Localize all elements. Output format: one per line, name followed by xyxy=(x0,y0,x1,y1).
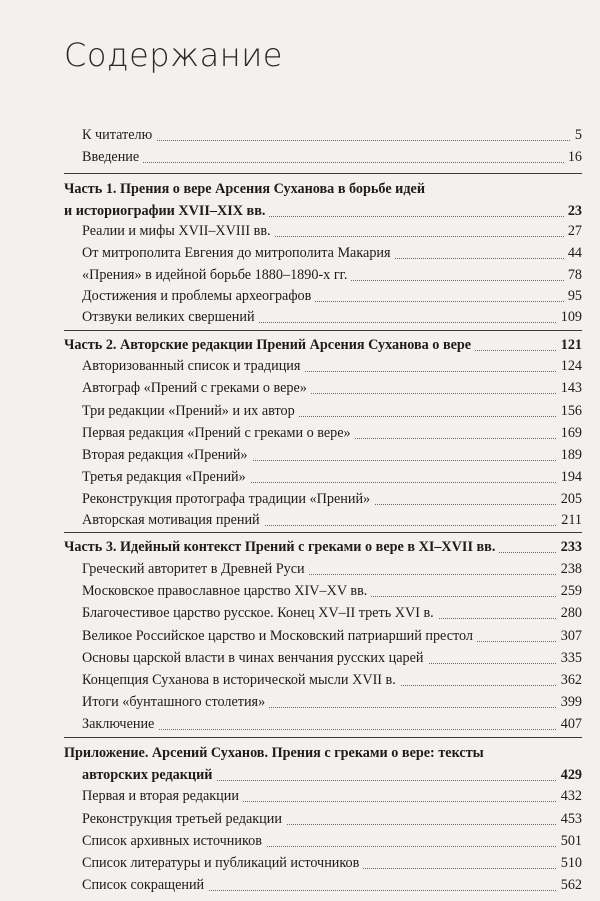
toc-entry[interactable] xyxy=(82,713,582,735)
toc-entry-page: 501 xyxy=(557,830,582,852)
toc-entry-label: Заключение xyxy=(82,713,158,735)
toc-entry-page: 143 xyxy=(557,377,582,399)
toc-entry-page: 189 xyxy=(557,444,582,466)
toc-entry-label: Благочестивое царство русское. Конец XV–II треть XVI в. xyxy=(82,602,438,624)
toc-entry-page: 280 xyxy=(557,602,582,624)
toc-entry-label: Авторизованный список и традиция xyxy=(82,355,304,377)
toc-entry-page: 121 xyxy=(557,334,582,356)
section-divider xyxy=(64,532,582,533)
toc-entry-page: 27 xyxy=(564,220,582,242)
toc-entry[interactable] xyxy=(82,830,582,852)
toc-entry-page: 23 xyxy=(564,200,582,222)
toc-entry[interactable] xyxy=(82,691,582,713)
toc-entry[interactable] xyxy=(82,146,582,168)
toc-entry-page: 335 xyxy=(557,647,582,669)
section-divider xyxy=(64,737,582,738)
toc-entry[interactable] xyxy=(82,669,582,691)
toc-entry-page: 453 xyxy=(557,808,582,830)
part-heading-line1: Часть 1. Прения о вере Арсения Суханова в борьбе идей xyxy=(64,181,425,197)
toc-entry-page: 259 xyxy=(557,580,582,602)
toc-entry-label: Вторая редакция «Прений» xyxy=(82,444,252,466)
toc-entry[interactable] xyxy=(82,466,582,488)
toc-entry-label: Автограф «Прений с греками о вере» xyxy=(82,377,311,399)
toc-entry-page: 233 xyxy=(557,536,582,558)
toc-entry[interactable] xyxy=(82,124,582,146)
toc-entry[interactable] xyxy=(82,852,582,874)
toc-entry-page: 124 xyxy=(557,355,582,377)
toc-entry-label: Первая редакция «Прений с греками о вере» xyxy=(82,422,355,444)
toc-entry[interactable] xyxy=(82,509,582,531)
toc-entry[interactable] xyxy=(82,488,582,510)
toc-entry-label: Часть 3. Идейный контекст Прений с греками о вере в XI–XVII вв. xyxy=(64,536,499,558)
section-divider xyxy=(64,330,582,331)
toc-entry-label: Итоги «бунташного столетия» xyxy=(82,691,269,713)
toc-entry-page: 78 xyxy=(564,264,582,286)
toc-entry[interactable] xyxy=(82,264,582,286)
toc-entry-label: и историографии XVII–XIX вв. xyxy=(64,200,269,222)
toc-entry-label: Основы царской власти в чинах венчания русских царей xyxy=(82,647,428,669)
toc-entry-page: 362 xyxy=(557,669,582,691)
toc-entry-page: 95 xyxy=(564,285,582,307)
section-divider xyxy=(64,173,582,174)
toc-entry[interactable] xyxy=(82,400,582,422)
toc-entry[interactable] xyxy=(82,625,582,647)
toc-entry-label: Три редакции «Прений» и их автор xyxy=(82,400,299,422)
toc-entry-appendix[interactable] xyxy=(82,764,582,786)
toc-entry-label: Реконструкция протографа традиции «Прений» xyxy=(82,488,374,510)
toc-entry[interactable] xyxy=(82,602,582,624)
toc-entry[interactable] xyxy=(82,220,582,242)
toc-entry-page: 307 xyxy=(557,625,582,647)
toc-entry-label: авторских редакций xyxy=(82,764,216,786)
toc-entry-label: Список сокращений xyxy=(82,874,208,896)
toc-entry-page: 5 xyxy=(571,124,582,146)
toc-entry-part1[interactable] xyxy=(64,200,582,222)
toc-entry[interactable] xyxy=(82,808,582,830)
toc-entry-page: 109 xyxy=(557,306,582,328)
toc-entry[interactable] xyxy=(82,785,582,807)
toc-entry-label: Список архивных источников xyxy=(82,830,266,852)
toc-entry-label: Часть 2. Авторские редакции Прений Арсения Суханова о вере xyxy=(64,334,475,356)
toc-entry-page: 562 xyxy=(557,874,582,896)
toc-entry-page: 399 xyxy=(557,691,582,713)
toc-entry-label: Авторская мотивация прений xyxy=(82,509,264,531)
toc-entry[interactable] xyxy=(82,422,582,444)
toc-entry-label: Третья редакция «Прений» xyxy=(82,466,250,488)
toc-entry-label: Великое Российское царство и Московский патриарший престол xyxy=(82,625,477,647)
toc-entry-label: К читателю xyxy=(82,124,156,146)
toc-entry[interactable] xyxy=(82,558,582,580)
toc-entry[interactable] xyxy=(82,306,582,328)
toc-entry-label: Московское православное царство XIV–XV вв. xyxy=(82,580,371,602)
toc-entry-page: 44 xyxy=(564,242,582,264)
toc-entry[interactable] xyxy=(82,377,582,399)
toc-entry[interactable] xyxy=(82,444,582,466)
appendix-heading-line1: Приложение. Арсений Суханов. Прения с греками о вере: тексты xyxy=(64,745,484,761)
toc-entry-label: Отзвуки великих свершений xyxy=(82,306,259,328)
toc-entry-page: 407 xyxy=(557,713,582,735)
toc-entry-page: 16 xyxy=(564,146,582,168)
toc-entry-label: От митрополита Евгения до митрополита Макария xyxy=(82,242,395,264)
toc-entry-label: Реконструкция третьей редакции xyxy=(82,808,286,830)
toc-entry[interactable] xyxy=(82,874,582,896)
page-title: Содержание xyxy=(64,36,283,74)
toc-entry-page: 205 xyxy=(557,488,582,510)
toc-entry[interactable] xyxy=(82,355,582,377)
toc-entry-page: 194 xyxy=(557,466,582,488)
toc-entry-page: 429 xyxy=(557,764,582,786)
toc-entry[interactable] xyxy=(82,285,582,307)
toc-entry-label: Реалии и мифы XVII–XVIII вв. xyxy=(82,220,275,242)
toc-entry-label: Концепция Суханова в исторической мысли XVII в. xyxy=(82,669,400,691)
toc-entry-part3[interactable] xyxy=(64,536,582,558)
toc-entry[interactable] xyxy=(82,580,582,602)
toc-entry-page: 432 xyxy=(557,785,582,807)
toc-entry[interactable] xyxy=(82,242,582,264)
toc-entry-label: Список литературы и публикаций источников xyxy=(82,852,363,874)
toc-entry-label: Греческий авторитет в Древней Руси xyxy=(82,558,309,580)
toc-entry-page: 169 xyxy=(557,422,582,444)
toc-entry-label: Введение xyxy=(82,146,143,168)
toc-entry-page: 510 xyxy=(557,852,582,874)
toc-entry-label: Первая и вторая редакции xyxy=(82,785,243,807)
toc-entry-page: 238 xyxy=(557,558,582,580)
toc-entry-page: 156 xyxy=(557,400,582,422)
toc-entry-part2[interactable] xyxy=(64,334,582,356)
toc-entry-label: «Прения» в идейной борьбе 1880–1890-х гг. xyxy=(82,264,351,286)
toc-entry[interactable] xyxy=(82,647,582,669)
toc-entry-page: 211 xyxy=(557,509,582,531)
toc-entry-label: Достижения и проблемы археографов xyxy=(82,285,315,307)
